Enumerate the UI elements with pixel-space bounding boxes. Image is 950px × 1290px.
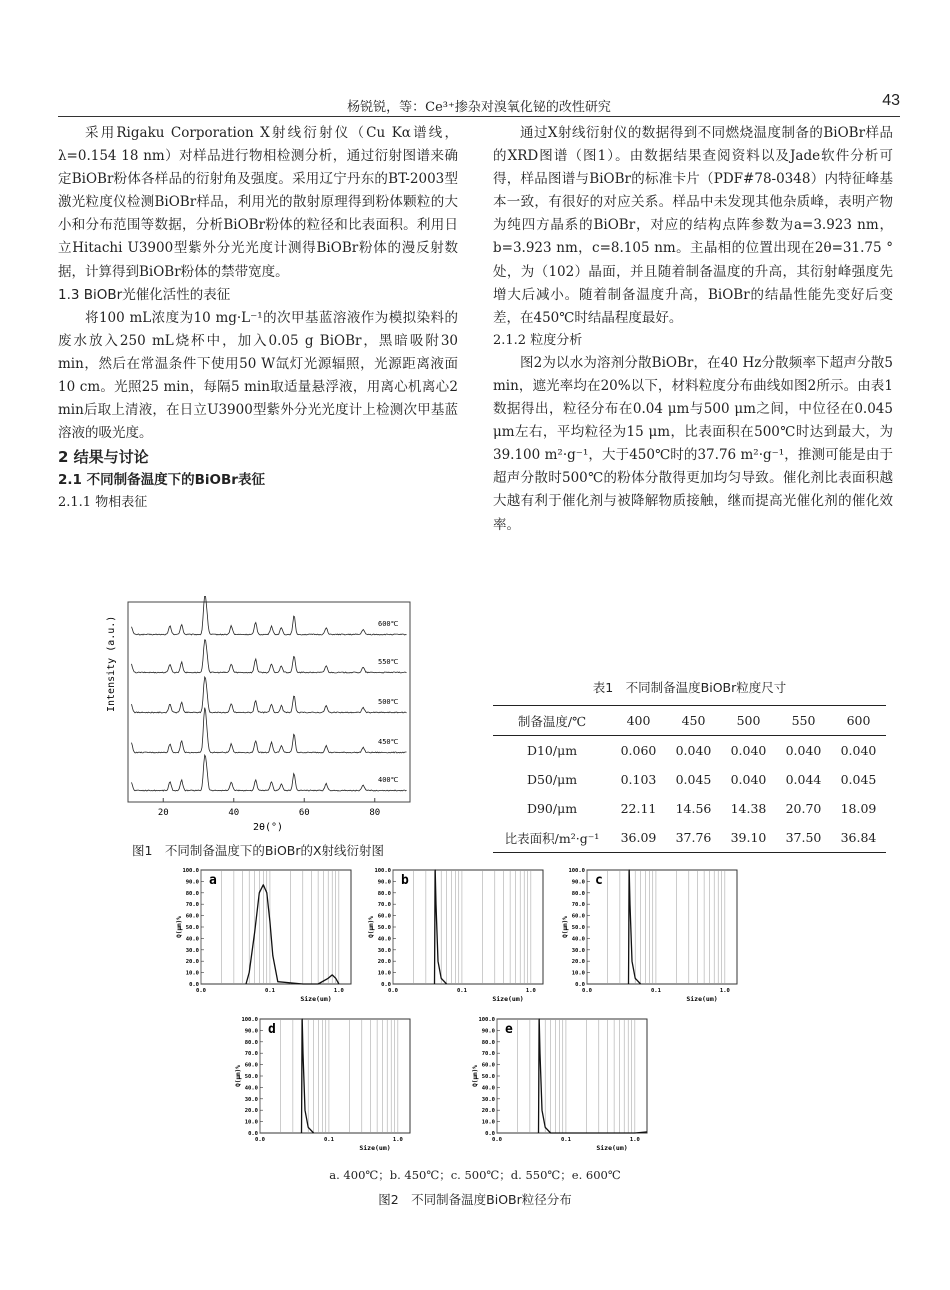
y-tick-label: 30.0 [481,1096,495,1103]
panel-frame [587,870,737,984]
x-tick-label: 40 [228,808,240,818]
x-axis-label: Size(um) [359,1144,391,1152]
table-row [493,736,886,766]
y-tick-label: 90.0 [377,879,391,886]
table-cell: D50/μm [526,772,578,787]
table-cell: 14.56 [675,801,712,816]
y-tick-label: 20.0 [377,959,391,966]
table-header: 制备温度/℃ [517,713,587,729]
section-heading: 2.1.1 物相表征 [58,495,148,511]
table-header: 600 [846,713,871,728]
paragraph: 将100 mL浓度为10 mg·L⁻¹的次甲基蓝溶液作为模拟染料的废水放入250 mL烧杯中，加入0.05 g BiOBr，黑暗吸附30 min，然后在常温条件下使用50 W氙灯光源辐照，光源距离液面10 cm。光照25 min，每隔5 min取适量悬浮液，用离心机离心2 min后取上清液，在日立U3900型紫外分光光度计上检测次甲基蓝溶液的吸光度。 [58,309,458,442]
y-tick-label: 70.0 [571,902,585,909]
y-tick-label: 80.0 [185,890,199,897]
series-label: 550℃ [378,658,399,666]
y-tick-label: 100.0 [241,1017,258,1023]
y-tick-label: 50.0 [571,925,585,931]
size-panel-a [173,862,363,1008]
y-tick-label: 90.0 [244,1028,258,1035]
table-cell: 22.11 [620,801,657,816]
series-label: 400℃ [378,776,399,784]
y-tick-label: 50.0 [481,1074,495,1080]
series-label: 600℃ [378,620,399,628]
x-axis-label: Size(um) [300,995,332,1003]
y-tick-label: 100.0 [568,868,585,874]
y-tick-label: 80.0 [481,1039,495,1046]
table-cell: 36.84 [840,830,877,845]
y-tick-label: 100.0 [182,868,199,874]
right-column [493,122,893,537]
y-tick-label: 0.0 [189,982,199,988]
y-tick-label: 90.0 [481,1028,495,1035]
table-cell: 0.060 [620,743,657,758]
x-axis-label: Size(um) [596,1144,628,1152]
size-panel-e [469,1011,659,1157]
table-header: 450 [681,713,706,728]
panel-frame [393,870,543,984]
x-tick-label: 20 [157,808,169,818]
y-tick-label: 20.0 [185,959,199,966]
y-tick-label: 60.0 [377,913,391,920]
table-header-row [493,706,886,736]
y-tick-label: 30.0 [571,947,585,954]
y-tick-label: 10.0 [481,1119,495,1126]
x-tick-label: 0.1 [456,988,467,994]
y-tick-label: 0.0 [485,1131,495,1137]
size-panel-c [559,862,749,1008]
y-tick-label: 30.0 [377,947,391,954]
x-tick-label: 0.1 [650,988,661,994]
y-axis-label: Q(μm)% [235,1065,242,1087]
particle-size-table [493,705,886,853]
y-tick-label: 80.0 [571,890,585,897]
table-cell: 20.70 [785,801,822,816]
panel-frame [201,870,351,984]
y-tick-label: 0.0 [575,982,585,988]
panel-frame [497,1019,647,1133]
x-tick-label: 60 [298,808,310,818]
y-axis-label: Intensity (a.u.) [106,615,117,712]
panel-letter: e [505,1022,513,1037]
left-column [58,122,458,514]
y-tick-label: 30.0 [185,947,199,954]
y-tick-label: 50.0 [244,1074,258,1080]
table-cell: 0.044 [785,772,822,787]
x-tick-label: 0.1 [264,988,275,994]
table-cell: 0.103 [620,772,657,787]
x-axis-label: Size(um) [492,995,524,1003]
x-tick-label: 1.0 [392,1137,403,1143]
table-row [493,823,886,853]
y-tick-label: 20.0 [571,959,585,966]
table-cell: 比表面积/m²·g⁻¹ [504,830,600,846]
table-cell: 37.76 [675,830,712,845]
y-tick-label: 100.0 [478,1017,495,1023]
running-header [58,94,900,117]
distribution-curve [302,1019,314,1133]
y-axis-label: Q(μm)% [472,1065,479,1087]
table-1-caption: 表1 不同制备温度BiOBr粒度尺寸 [592,680,787,695]
panel-letter: b [401,873,409,888]
panel-letter: c [595,873,603,888]
table-cell: D10/μm [526,743,578,758]
y-tick-label: 50.0 [377,925,391,931]
x-tick-label: 0.1 [323,1137,334,1143]
y-axis-label: Q(μm)% [368,916,375,938]
y-tick-label: 60.0 [185,913,199,920]
y-tick-label: 0.0 [248,1131,258,1137]
y-tick-label: 10.0 [244,1119,258,1126]
y-tick-label: 70.0 [185,902,199,909]
y-tick-label: 10.0 [377,970,391,977]
y-tick-label: 90.0 [571,879,585,886]
y-tick-label: 40.0 [377,936,391,943]
section-heading: 2.1.2 粒度分析 [493,332,583,348]
xrd-series-400℃ [132,755,407,791]
y-tick-label: 40.0 [244,1085,258,1092]
section-heading: 2.1 不同制备温度下的BiOBr表征 [58,472,265,489]
paragraph: 图2为以水为溶剂分散BiOBr，在40 Hz分散频率下超声分散5 min，遮光率均在20%以下，材料粒度分布曲线如图2所示。由表1数据得出，粒径分布在0.04 μm与500 μm之间，中位径在0.045 μm左右，平均粒径为15 μm，比表面积在500℃时达到最大，为39.100 m²·g⁻¹，大于450℃时的37.76 m²·g⁻¹，推测可能是由于超声分散时500℃的粉体分散得更加均匀导致。催化剂比表面积越大越有利于催化剂与被降解物质接触，继而提高光催化剂的催化效率。 [493,354,893,533]
figure-1-caption: 图1 不同制备温度下的BiOBr的X射线衍射图 [131,843,385,858]
y-axis-label: Q(μm)% [562,916,569,938]
panel-frame [260,1019,410,1133]
table-cell: D90/μm [526,801,578,816]
y-tick-label: 90.0 [185,879,199,886]
y-tick-label: 80.0 [377,890,391,897]
paragraph: 采用Rigaku Corporation X射线衍射仪（Cu Kα谱线，λ=0.154 18 nm）对样品进行物相检测分析，通过衍射图谱来确定BiOBr粉体各样品的衍射角及强度。采用辽宁丹东的BT-2003型激光粒度仪检测BiOBr样品，利用光的散射原理得到粉体颗粒的大小和分布范围等数据，分析BiOBr粉体的粒径和比表面积。利用日立Hitachi U3900型紫外分光光度计测得BiOBr粉体的漫反射数据，计算得到BiOBr粉体的禁带宽度。 [58,125,458,280]
x-axis-label: 2θ(°) [252,822,284,833]
size-panel-b [365,862,555,1008]
distribution-curve [539,1019,648,1133]
table-header: 400 [626,713,651,728]
table-cell: 18.09 [840,801,877,816]
distribution-curve [246,885,339,984]
y-tick-label: 50.0 [185,925,199,931]
x-tick-label: 1.0 [629,1137,640,1143]
x-axis-label: Size(um) [686,995,718,1003]
y-tick-label: 30.0 [244,1096,258,1103]
x-tick-label: 0.0 [196,988,206,994]
y-tick-label: 0.0 [381,982,391,988]
y-tick-label: 20.0 [244,1108,258,1115]
y-tick-label: 40.0 [571,936,585,943]
table-header: 500 [736,713,761,728]
y-tick-label: 10.0 [185,970,199,977]
table-cell: 39.10 [730,830,767,845]
x-tick-label: 0.0 [388,988,398,994]
table-row [493,765,886,794]
table-cell: 36.09 [620,830,657,845]
series-label: 450℃ [378,738,399,746]
table-cell: 14.38 [730,801,767,816]
table-cell: 0.040 [730,772,767,787]
section-heading: 1.3 BiOBr光催化活性的表征 [58,286,231,303]
x-tick-label: 80 [369,808,381,818]
x-tick-label: 1.0 [333,988,344,994]
y-tick-label: 20.0 [481,1108,495,1115]
y-tick-label: 80.0 [244,1039,258,1046]
distribution-curve [435,870,447,984]
figure-2-caption: 图2 不同制备温度BiOBr粒径分布 [378,1192,572,1207]
x-tick-label: 1.0 [525,988,536,994]
figure-2-legend: a. 400℃；b. 450℃；c. 500℃；d. 550℃；e. 600℃ [329,1168,621,1182]
y-tick-label: 60.0 [481,1062,495,1069]
table-row [493,794,886,823]
y-tick-label: 40.0 [481,1085,495,1092]
table-cell: 0.045 [840,772,877,787]
table-cell: 0.040 [730,743,767,758]
x-tick-label: 0.0 [582,988,592,994]
distribution-curve [629,870,641,984]
x-tick-label: 1.0 [719,988,730,994]
panel-letter: d [268,1022,276,1037]
table-cell: 0.040 [840,743,877,758]
xrd-series-500℃ [132,677,407,713]
x-tick-label: 0.0 [255,1137,265,1143]
y-tick-label: 60.0 [571,913,585,920]
y-tick-label: 70.0 [481,1051,495,1058]
x-tick-label: 0.1 [560,1137,571,1143]
size-panel-d [232,1011,422,1157]
y-tick-label: 60.0 [244,1062,258,1069]
page-number: 43 [882,92,900,109]
table-cell: 0.045 [675,772,712,787]
panel-letter: a [209,873,217,888]
y-tick-label: 70.0 [377,902,391,909]
table-header: 550 [791,713,816,728]
y-tick-label: 10.0 [571,970,585,977]
xrd-series-550℃ [132,640,407,673]
header-title: 杨锐锐，等：Ce³⁺掺杂对溴氧化铋的改性研究 [347,100,611,115]
paragraph: 通过X射线衍射仪的数据得到不同燃烧温度制备的BiOBr样品的XRD图谱（图1）。由数据结果查阅资料以及Jade软件分析可得，样品图谱与BiOBr的标准卡片（PDF#78-0348）内特征峰基本一致，有很好的对应关系。样品中未发现其他杂质峰，表明产物为纯四方晶系的BiOBr，对应的结构点阵参数为a=3.923 nm，b=3.923 nm，c=8.105 nm。主晶相的位置出现在2θ=31.75 °处，为（102）晶面，并且随着制备温度的升高，其衍射峰强度先增大后减小。随着制备温度升高，BiOBr的结晶性能先变好后变差，在450℃时结晶程度最好。 [493,125,893,326]
y-tick-label: 40.0 [185,936,199,943]
x-tick-label: 0.0 [492,1137,502,1143]
series-label: 500℃ [378,698,399,706]
table-cell: 0.040 [675,743,712,758]
table-cell: 0.040 [785,743,822,758]
y-tick-label: 100.0 [374,868,391,874]
section-heading: 2 结果与讨论 [58,448,149,467]
xrd-series-450℃ [132,708,407,753]
y-axis-label: Q(μm)% [176,916,183,938]
xrd-figure [78,596,418,836]
y-tick-label: 70.0 [244,1051,258,1058]
table-cell: 37.50 [785,830,822,845]
